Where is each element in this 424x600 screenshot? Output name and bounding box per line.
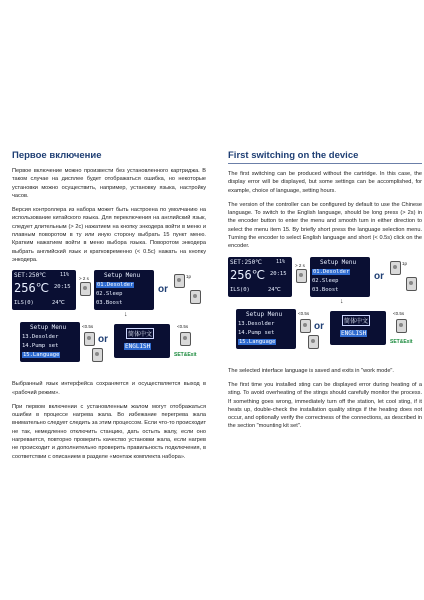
menu-item-3: 03.Boost xyxy=(96,300,123,307)
setup-title: Setup Menu xyxy=(104,272,141,280)
column-russian xyxy=(12,150,206,467)
language-screen-en xyxy=(330,311,386,345)
menu-item-2: 02.Sleep xyxy=(96,291,123,298)
one-press-label: 1p xyxy=(186,274,192,280)
set-exit-label: SET&Exit xyxy=(174,352,197,359)
en-paragraph-4: The first time you installed sting can be displayed error during heating of a sting. To avoid overheating of the stings should carefully monitor the process. If something goes wrong, immediately turn off the station, let cool sting, if it heats up, double-check the installation quality stings if the heating does not occur, and optionally verify the correctness of the connections, as described in the section "mounting kit set". xyxy=(228,381,422,430)
or-label-en: or xyxy=(374,270,384,282)
encoder-rotate-icon-en-3 xyxy=(308,335,319,349)
status-time-en: 20:15 xyxy=(270,270,287,277)
status-ils: ILS(0) xyxy=(14,300,34,307)
encoder-rotate-icon-en xyxy=(390,261,401,275)
setup-menu-lang-screen-en xyxy=(236,309,296,349)
column-english xyxy=(228,150,422,437)
one-press-label-en: 1p xyxy=(402,260,408,266)
status-pct: 11% xyxy=(60,272,70,279)
menu-item-1-en: 01.Desolder xyxy=(313,268,350,275)
status-screen-en xyxy=(228,257,292,297)
long-press-label: > 2 s xyxy=(79,276,89,282)
encoder-press-icon xyxy=(84,332,95,346)
lang-chinese: 简体中文 xyxy=(126,328,154,339)
en-title: First switching on the device xyxy=(228,150,422,164)
encoder-press-icon-en-2 xyxy=(396,319,407,333)
en-paragraph-3: The selected interface language is saved and exits in "work mode". xyxy=(228,367,394,374)
status-temp: 256℃ xyxy=(14,281,50,296)
short-press-label-en-2: <0.5s xyxy=(393,310,405,316)
menu-item-13-en: 13.Desolder xyxy=(238,320,275,327)
menu-item-1: 01.Desolder xyxy=(97,282,134,289)
arrow-down-icon: ↓ xyxy=(124,311,128,319)
short-press-label: <0.5s xyxy=(82,324,94,330)
encoder-rotate-icon-2 xyxy=(190,290,201,304)
encoder-rotate-icon xyxy=(174,274,185,288)
set-exit-label-en: SET&Exit xyxy=(390,338,413,345)
setup-title-en: Setup Menu xyxy=(320,258,357,266)
ru-title: Первое включение xyxy=(12,150,102,161)
status-time: 20:15 xyxy=(54,284,71,291)
or-label-en-2: or xyxy=(314,320,324,332)
lang-english: ENGLISH xyxy=(125,343,151,351)
menu-item-2-en: 02.Sleep xyxy=(312,277,339,284)
or-label-2: or xyxy=(98,334,108,346)
status-ambient-en: 24℃ xyxy=(268,286,281,293)
menu-item-14: 14.Pump set xyxy=(22,343,59,350)
status-screen xyxy=(12,270,76,310)
setup-menu-screen-en xyxy=(310,257,370,297)
lang-english-en: ENGLISH xyxy=(341,329,367,337)
setup-title-en-2: Setup Menu xyxy=(246,310,283,318)
encoder-press-icon-2 xyxy=(180,332,191,346)
en-paragraph-2: The version of the controller can be configured by default to use the Chinese language. To switch to the English language, should be long press (> 2s) in the encoder button to enter the menu and smooth turn in either direction to select the menu item 15. By briefly short press the language selection menu. Turning the encoder to select English language and short (< 0.5s) click on the encoder. xyxy=(228,201,422,250)
menu-item-13: 13.Desolder xyxy=(22,334,59,341)
ru-paragraph-2: Версия контроллера из набора может быть настроена по умолчанию на использование китайского языка. Для переключения на английский язык, следует длительным (> 2с) нажатием на кнопку энкодера войти в меню и плавным поворотом в ту или иную сторону выбрать 15 пункт меню. Кратким нажатием войти в меню выбора языка. Поворотом энкодера выбрать английский язык и кратковременно (< 0.5с) нажать на кнопку энкодера. xyxy=(12,207,206,263)
arrow-down-icon-en: ↓ xyxy=(340,297,344,305)
status-ils-en: ILS(0) xyxy=(230,286,250,293)
ru-paragraph-4: При первом включении с установленным жалом могут отображаться ошибки в процессе нагрева жала. Во избежание перегрева жала внимательно следует следить за этим процессом. Если что-то происходит не так, немедленно отключить станцию, дать остыть жалу, если оно нагревается, повторно проверить качество установки жала, если нагрев не происходит и дополнительно проверить правильность подключения, в соответствии с описанием в разделе «монтаж комплекта набора». xyxy=(12,403,207,460)
short-press-label-en: <0.5s xyxy=(298,310,310,316)
status-pct-en: 11% xyxy=(276,258,286,265)
encoder-rotate-icon-3 xyxy=(92,348,103,362)
ru-paragraph-3: Выбранный язык интерфейса сохраняется и осуществляется выход в «рабочий режим». xyxy=(12,381,206,396)
encoder-knob-icon xyxy=(80,282,91,296)
lang-chinese-en: 简体中文 xyxy=(342,315,370,326)
long-press-label-en: > 2 s xyxy=(295,262,305,268)
or-label: or xyxy=(158,284,168,296)
status-set-en: SET:250℃ xyxy=(230,258,263,266)
ru-paragraph-1: Первое включение можно произвести без установленного картриджа. В таком случае на дисплее будет отображаться ошибка, но некоторые установки можно осуществить, например, установку языка, настройку часов. xyxy=(12,168,206,199)
encoder-knob-icon-en xyxy=(296,269,307,283)
en-paragraph-1: The first switching can be produced without the cartridge. In this case, the display error will be displayed, but some settings can be accomplished, for example, choice of language, setting hours. xyxy=(228,171,422,194)
encoder-rotate-icon-en-2 xyxy=(406,277,417,291)
setup-menu-screen xyxy=(94,270,154,310)
setup-title-2: Setup Menu xyxy=(30,324,67,332)
menu-item-15-en: 15.Language xyxy=(239,338,276,345)
status-temp-en: 256℃ xyxy=(230,267,266,282)
setup-menu-lang-screen xyxy=(20,322,80,362)
status-set: SET:250℃ xyxy=(14,272,47,280)
status-ambient: 24℃ xyxy=(52,300,65,307)
encoder-press-icon-en xyxy=(300,319,311,333)
language-screen xyxy=(114,324,170,358)
menu-item-3-en: 03.Boost xyxy=(312,286,339,293)
ru-illustration xyxy=(12,270,206,372)
en-illustration xyxy=(228,257,422,359)
menu-item-14-en: 14.Pump set xyxy=(238,329,275,336)
menu-item-15: 15.Language xyxy=(23,352,60,359)
short-press-label-2: <0.5s xyxy=(177,324,189,330)
